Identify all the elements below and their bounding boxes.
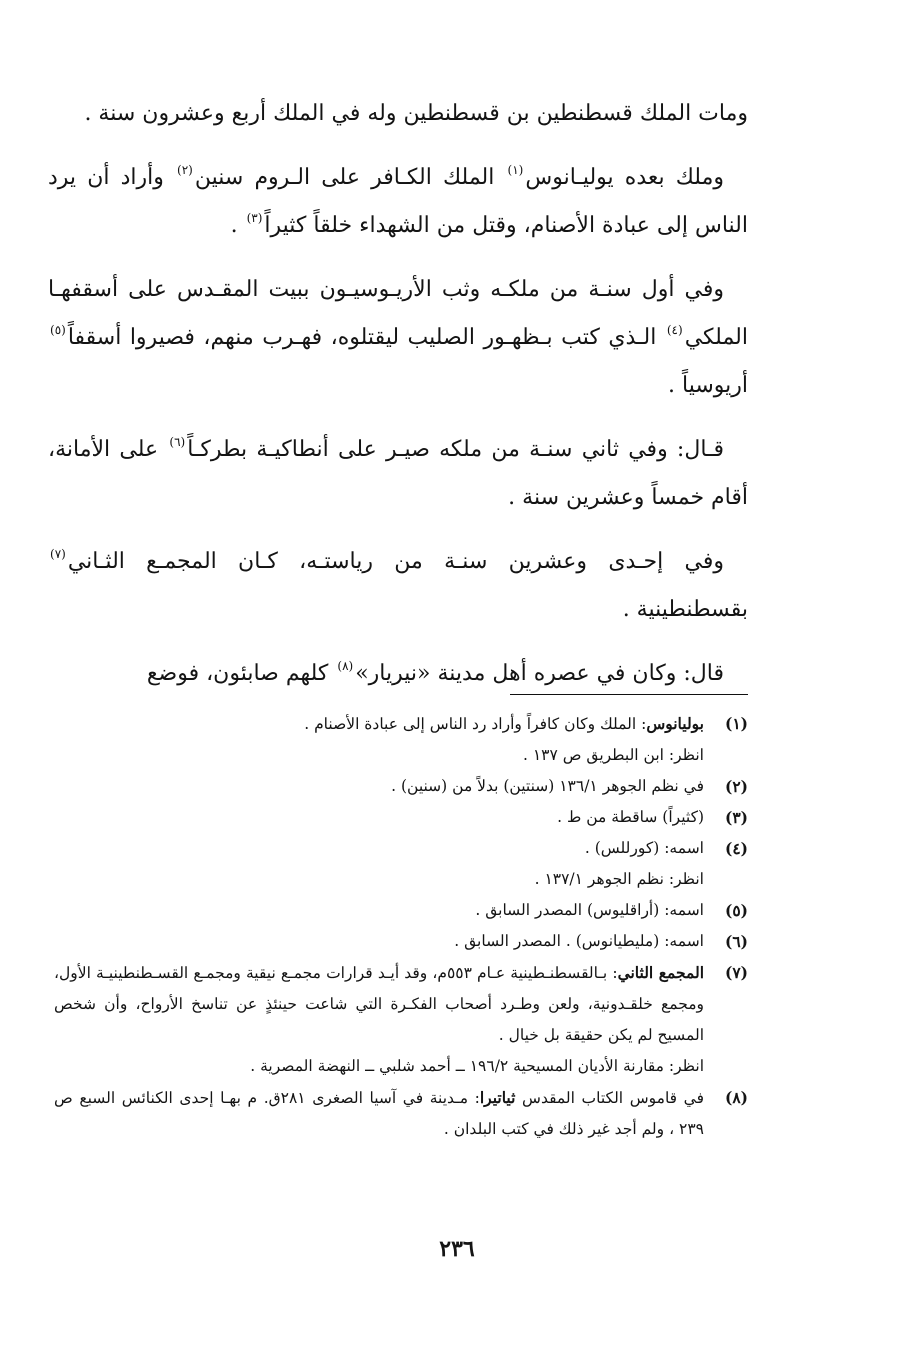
footnote-number: (٨) xyxy=(724,1088,748,1107)
paragraph-text: ومات الملك قسطنطين بن قسطنطين وله في الملك أربع وعشرون سنة . xyxy=(84,101,748,126)
footnote-number: (١) xyxy=(724,714,748,733)
paragraph-text: وملك بعده يوليـانوس xyxy=(525,165,724,190)
paragraph-text: الملك الكـافر على الـروم سنين xyxy=(194,165,506,190)
footnote-7-source: انظر: مقارنة الأديان المسيحية ١٩٦/٢ ــ أحمد شلبي ــ النهضة المصرية . xyxy=(250,1057,704,1075)
footnote-number: (٣) xyxy=(724,808,748,827)
paragraph-text: وأراد أن يرد الناس إلى عبادة الأصنام، وقتل من الشهداء خلقاً كثيراً xyxy=(48,165,748,238)
footnote-8 xyxy=(54,1082,748,1145)
footnote-body: : مـدينة في آسيا الصغرى ٢٨١ق. م بهـا إحدى الكنائس السبع ص ٢٣٩ ، ولم أجد غير ذلك في كتب البلدان . xyxy=(54,1089,704,1138)
footnote-6 xyxy=(54,926,748,957)
footnote-7 xyxy=(54,957,748,1051)
paragraph-text: وفي أول سنـة من ملكـه وثب الأريـوسيـون ببيت المقـدس على أسقفهـا الملكي xyxy=(48,277,748,350)
footnote-body: : بـالقسطنـطينية عـام ٥٥٣م، وقد أيـد قرارات مجمـع نيقية ومجمـع القسـطنطينيـة الأول، ومجمع خلقـدونية، ولعن وطـرد أصحاب الفكـرة التي شاعت حينئذٍ عن تناسخ الأرواح، وأن شخص المسيح لم يكن حقيقة بل خيال . xyxy=(54,964,704,1044)
footnote-text xyxy=(54,1082,704,1145)
paragraph-text: وفي إحـدى وعشرين سنـة من رياستـه، كـان المجمـع الثـاني xyxy=(67,549,724,574)
page-number: ٢٣٦ xyxy=(439,1236,475,1262)
footnote-number: (٥) xyxy=(724,901,748,920)
footnote-body: في قاموس الكتاب المقدس xyxy=(515,1089,705,1107)
footnote-text: (كثيراً) ساقطة من ط . xyxy=(557,808,704,826)
footnote-separator xyxy=(510,694,748,695)
footnote-ref-5[interactable]: (٥) xyxy=(50,323,66,337)
footnote-number: (٤) xyxy=(724,839,748,858)
footnote-5 xyxy=(54,895,748,926)
paragraph-1 xyxy=(48,90,748,138)
footnote-text xyxy=(54,708,704,740)
footnote-term: المجمع الثاني xyxy=(617,963,705,982)
paragraph-text: على الأمانة، أقام خمساً وعشرين سنة . xyxy=(48,437,748,510)
footnote-number: (٢) xyxy=(724,777,748,796)
footnote-1 xyxy=(54,708,748,740)
footnote-text: اسمه: (كورللس) . xyxy=(584,839,704,857)
paragraph-6 xyxy=(48,650,748,698)
paragraph-text: الـذي كتب بـظهـور الصليب ليقتلوه، فهـرب منهم، فصيروا أسقفاً xyxy=(67,325,665,350)
footnote-4-source: انظر: نظم الجوهر ١٣٧/١ . xyxy=(534,870,704,888)
footnotes xyxy=(54,708,748,1145)
paragraph-2 xyxy=(48,154,748,250)
footnote-ref-4[interactable]: (٤) xyxy=(666,323,683,337)
paragraph-text: قـال: وفي ثاني سنـة من ملكه صيـر على أنطاكيـة بطركـاً xyxy=(187,437,724,462)
footnote-3 xyxy=(54,802,748,833)
footnote-text xyxy=(54,957,704,1051)
footnote-term: ثياتيرا xyxy=(479,1088,516,1107)
paragraph-text: بقسطنطينية . xyxy=(622,597,748,622)
footnote-2 xyxy=(54,771,748,802)
paragraph-text: قال: وكان في عصره أهل مدينة «نيريار» xyxy=(355,661,724,686)
paragraph-text: أريوسياً . xyxy=(668,373,748,398)
footnote-text: في نظم الجوهر ١٣٦/١ (سنتين) بدلاً من (سنين) . xyxy=(391,777,704,795)
footnote-term: بوليانوس xyxy=(646,714,704,733)
footnote-number: (٧) xyxy=(724,963,748,982)
footnote-ref-7[interactable]: (٧) xyxy=(50,547,66,561)
footnote-ref-1[interactable]: (١) xyxy=(507,163,524,177)
footnote-ref-3[interactable]: (٣) xyxy=(246,211,263,225)
footnote-number: (٦) xyxy=(724,932,748,951)
footnote-4 xyxy=(54,833,748,864)
footnote-text: اسمه: (أراقليوس) المصدر السابق . xyxy=(475,901,704,919)
footnote-ref-8[interactable]: (٨) xyxy=(337,659,354,673)
footnote-ref-6[interactable]: (٦) xyxy=(169,435,186,449)
paragraph-3 xyxy=(48,266,748,410)
paragraph-5 xyxy=(48,538,748,634)
paragraph-4 xyxy=(48,426,748,522)
paragraph-text: . xyxy=(230,213,245,238)
footnote-text: اسمه: (مليطيانوس) . المصدر السابق . xyxy=(454,932,704,950)
main-text xyxy=(48,90,748,714)
footnote-body: : الملك وكان كافراً وأراد رد الناس إلى عبادة الأصنام . xyxy=(304,715,647,733)
paragraph-text: كلهم صابئون، فوضع xyxy=(146,661,336,686)
footnote-1-source: انظر: ابن البطريق ص ١٣٧ . xyxy=(522,746,704,764)
footnote-ref-2[interactable]: (٢) xyxy=(177,163,193,177)
